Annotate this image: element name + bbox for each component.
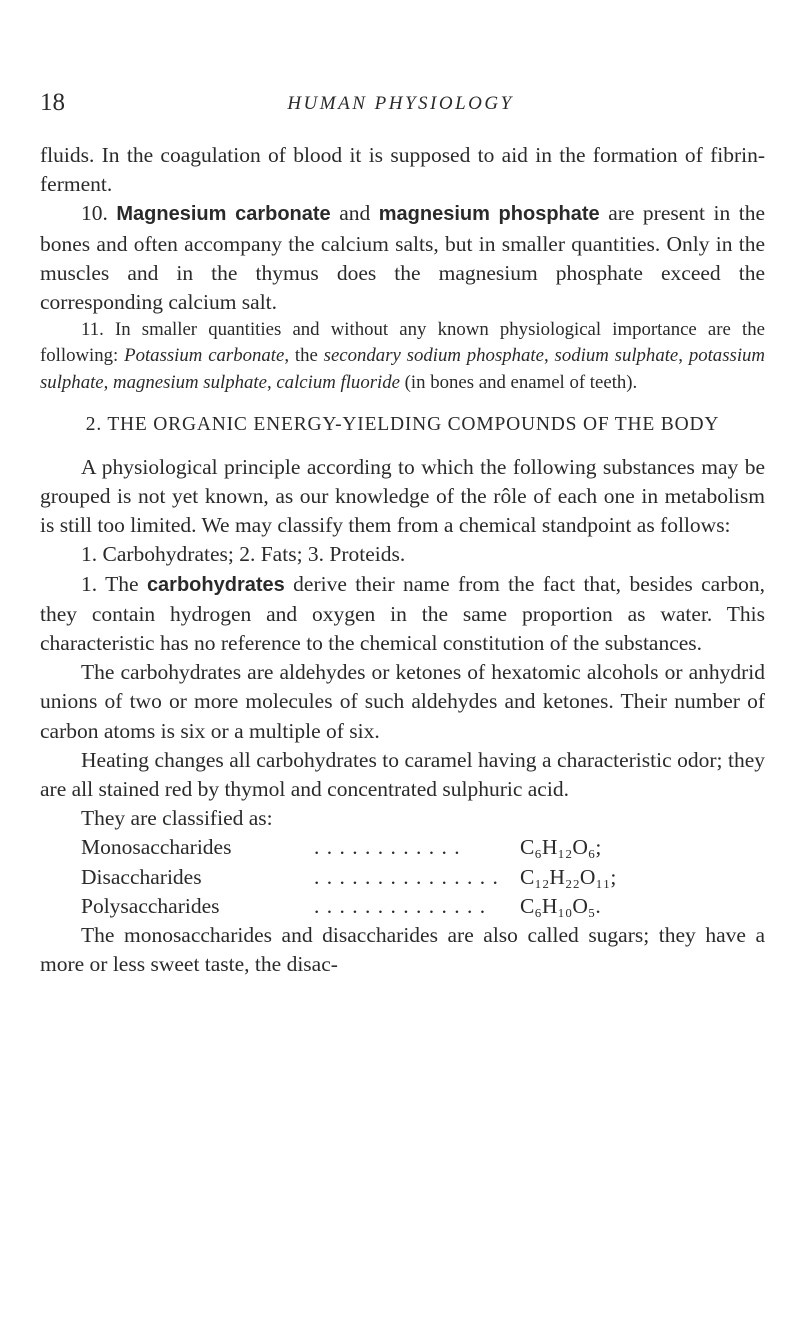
italic-term: calcium fluoride — [276, 371, 400, 393]
italic-term: secondary sodium phosphate — [323, 345, 544, 367]
chemical-formula: C₆H₁₂O₆; — [520, 835, 602, 860]
chemical-formula: C₁₂H₂₂O₁₁; — [520, 864, 617, 889]
text-run: , — [266, 371, 277, 393]
paragraph-fluids: fluids. In the coagulation of blood it is supposed to aid in the formation of fibrin-ferment. — [40, 143, 765, 197]
leader-dots: . . . . . . . . . . . . . . . — [314, 864, 499, 889]
text-run: , — [544, 345, 555, 367]
text-run: , — [678, 345, 689, 367]
paragraph-carbohydrates — [40, 570, 765, 659]
bold-term: Magnesium carbonate — [116, 203, 331, 226]
formula-name: Disaccharides — [81, 864, 202, 889]
formula-row — [40, 892, 765, 921]
italic-term: Potassium carbonate — [124, 345, 285, 367]
section-heading: 2. THE ORGANIC ENERGY-YIELDING COMPOUNDS OF THE BODY — [85, 413, 720, 435]
italic-term: potassium sulphate — [40, 345, 765, 393]
text-run: , — [103, 371, 114, 393]
page-header — [40, 88, 761, 118]
formula-row — [40, 833, 765, 862]
paragraph-heating: Heating changes all carbohydrates to caramel having a characteristic odor; they are all stained red by thymol and concentrated sulphuric acid. — [40, 747, 765, 802]
text-run: , the — [284, 345, 324, 367]
text-run: (in bones and enamel of teeth). — [399, 371, 638, 393]
running-title: HUMAN PHYSIOLOGY — [287, 93, 514, 114]
text-run: and — [330, 201, 379, 226]
formula-row — [40, 863, 765, 892]
page-number: 18 — [40, 89, 65, 116]
paragraph-sugars: The monosaccharides and disaccharides are also called sugars; they have a more or less sweet taste, the disac- — [40, 923, 765, 977]
formula-list — [40, 833, 765, 921]
italic-term: magnesium sulphate — [113, 371, 267, 393]
paragraph-classification: A physiological principle according to which the following substances may be grouped is not yet known, as our knowledge of the rôle of each one in metabolism is still too limited. We may classify them from a chemical standpoint as follows: — [40, 454, 765, 538]
paragraph-aldehydes: The carbohydrates are aldehydes or ketones of hexatomic alcohols or anhydrid unions of two or more molecules of such aldehydes and ketones. Their number of carbon atoms is six or a multiple of six. — [40, 660, 765, 743]
page-body — [40, 141, 765, 979]
italic-term: sodium sulphate — [554, 345, 679, 367]
paragraph-minor-salts — [40, 317, 765, 396]
formula-name: Monosaccharides — [81, 835, 232, 860]
formula-name: Polysaccharides — [81, 893, 220, 918]
text-run: 1. The — [81, 571, 147, 596]
paragraph-classified-as: They are classified as: — [81, 806, 273, 831]
bold-term: magnesium phosphate — [378, 203, 600, 226]
leader-dots: . . . . . . . . . . . . . . — [314, 893, 487, 918]
paragraph-magnesium — [40, 199, 765, 317]
paragraph-classes-list: 1. Carbohydrates; 2. Fats; 3. Proteids. — [81, 542, 406, 567]
chemical-formula: C₆H₁₀O₅. — [520, 893, 601, 918]
text-run: derive their name from the fact that, besides carbon, they contain hydrogen and oxygen in the same proportion as water. This characteristic has no reference to the chemical constitution of the substances. — [40, 571, 765, 656]
item-number: 10. — [81, 201, 117, 226]
leader-dots: . . . . . . . . . . . . — [314, 835, 461, 860]
bold-term: carbohydrates — [146, 573, 285, 596]
text-run: 11. In smaller quantities and without any known physiological importance are the following: — [40, 319, 765, 367]
text-run: are present in the bones and often accompany the calcium salts, but in smaller quantities. Only in the muscles and in the thymus does the magnesium phosphate exceed the corresponding calcium salt. — [40, 201, 766, 315]
